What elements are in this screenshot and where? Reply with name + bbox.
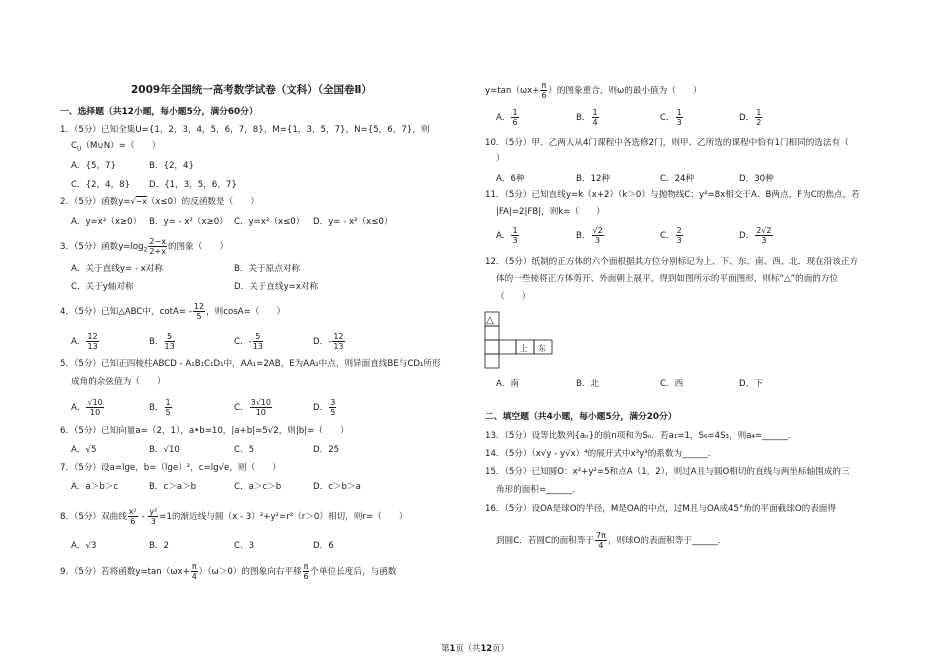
q9-c-frac — [676, 108, 683, 127]
q15-stem-2: 角形的面积=______． — [496, 485, 581, 495]
q11-a-den: 3 — [512, 236, 518, 245]
q4-option-a[interactable] — [71, 332, 100, 351]
net-east-label: 东 — [538, 344, 546, 353]
q9-stem-2 — [485, 81, 702, 100]
q9-n2: π — [303, 562, 309, 571]
q5-c-label: C． — [234, 403, 249, 413]
q12-option-d[interactable]: D．下 — [739, 379, 763, 389]
q3-option-a[interactable]: A．关于直线y= - x对称 — [71, 264, 163, 274]
q4-fraction — [193, 302, 205, 321]
q11-b-frac — [592, 226, 604, 245]
q4-c-den: 13 — [252, 342, 263, 351]
q2-text: 2．（5分）函数y= — [60, 197, 131, 207]
net-face-2 — [485, 326, 499, 340]
q9b-rest: ）的图象重合，则ω的最小值为（ ） — [548, 86, 702, 96]
q3-num: 2−x — [149, 237, 166, 246]
q4-option-d[interactable] — [313, 332, 346, 351]
q3-option-b[interactable]: B．关于原点对称 — [234, 264, 301, 274]
q9-mid: ）（ω＞0）的图象向右平移 — [198, 567, 302, 577]
q9-a-den: 6 — [512, 118, 518, 127]
q5-option-b[interactable] — [149, 398, 173, 417]
q8-option-c[interactable]: C．3 — [234, 541, 255, 551]
q9-frac-2 — [303, 562, 310, 581]
q9b-frac — [540, 81, 547, 100]
q9-b-frac — [592, 108, 599, 127]
q14-stem: 14．（5分）（x√y - y√x）⁴的展开式中x³y³的系数为______． — [485, 449, 717, 459]
q5-b-num: 1 — [165, 398, 171, 407]
q16b-text: 到圆C．若圆C的面积等于 — [496, 536, 594, 546]
q12-stem: 12．（5分）纸制的正方体的六个面根据其方位分别标记为上、下、东、南、西、北．现在沿该正方 — [485, 257, 859, 267]
q9-text: 9．（5分）若将函数y=tan（ωx+ — [60, 567, 190, 577]
q4-text: 4．（5分）已知△ABC中，cotA= - — [60, 307, 192, 317]
q4-den: 5 — [196, 312, 202, 321]
q6-option-b[interactable]: B．√10 — [149, 445, 180, 455]
sqrt-symbol: √ — [130, 197, 136, 207]
q5-a-num: √10 — [87, 398, 103, 407]
q4-option-b[interactable] — [149, 332, 176, 351]
q9-option-d[interactable] — [739, 108, 763, 127]
q6-option-c[interactable]: C．5 — [234, 445, 255, 455]
q8-rest: =1的渐近线与圆（x - 3）²+y²=r²（r＞0）相切，则r=（ ） — [159, 512, 408, 522]
q5-d-num: 3 — [330, 398, 336, 407]
q11-c-label: C． — [660, 231, 675, 241]
q16-frac — [595, 531, 607, 550]
q11-c-num: 2 — [676, 226, 682, 235]
q1-option-c[interactable]: C．{2，4，8} — [71, 180, 131, 190]
q4-a-frac — [86, 332, 98, 351]
q5-d-label: D． — [313, 403, 329, 413]
q9-c-den: 3 — [676, 118, 682, 127]
q5-stem-2: 成角的余弦值为（ ） — [71, 377, 166, 387]
q3-option-d[interactable]: D．关于直线y=x对称 — [234, 282, 319, 292]
q3-option-c[interactable]: C．关于y轴对称 — [71, 282, 134, 292]
q4-d-frac — [332, 332, 344, 351]
q9-option-a[interactable] — [496, 108, 520, 127]
net-face-5 — [499, 340, 516, 354]
q5-stem: 5．（5分）已知正四棱柱ABCD - A₁B₁C₁D₁中，AA₁=2AB，E为AA₁中点，则异面直线BE与CD₁所形 — [60, 359, 441, 369]
q11-d-den: 3 — [761, 236, 767, 245]
footer-total: 12 — [480, 643, 493, 653]
cube-net-figure — [484, 311, 556, 373]
q9-d-num: 1 — [756, 108, 762, 117]
footer-pre: 第 — [441, 643, 450, 653]
q12-option-a[interactable]: A．南 — [496, 379, 520, 389]
footer-post: 页） — [492, 643, 509, 653]
q8-n1: x² — [128, 507, 137, 516]
q9b-den: 6 — [541, 91, 547, 100]
q5-option-a[interactable] — [71, 398, 105, 417]
q2-rest: （x≤0）的反函数是（ ） — [146, 197, 259, 207]
q5-option-d[interactable] — [313, 398, 337, 417]
page-title: 2009年全国统一高考数学试卷（文科）（全国卷Ⅱ） — [131, 84, 372, 96]
q9-d1: 4 — [191, 572, 197, 581]
q9-a-num: 1 — [512, 108, 518, 117]
q11-d-num: 2√2 — [756, 226, 772, 235]
q4-a-num: 12 — [87, 332, 98, 341]
q9-a-label: A． — [496, 113, 511, 123]
q15-stem: 15．（5分）已知圆O：x²+y²=5和点A（1，2），则过A且与圆O相切的直线与两坐标轴围成的三 — [485, 467, 850, 477]
q5-a-frac — [86, 398, 103, 417]
q12-stem-3: （ ） — [496, 292, 531, 302]
q4-option-c[interactable] — [234, 332, 264, 351]
q16-stem: 16．（5分）设OA是球O的半径，M是OA的中点，过M且与OA成45°角的平面截球O的表面得 — [485, 504, 836, 514]
q8-d1: 6 — [130, 517, 136, 526]
q3-den: 2+x — [149, 247, 166, 256]
q2-option-d[interactable]: D．y= - x²（x≤0） — [313, 217, 393, 227]
q7-stem: 7．（5分）设a=lge，b=（lge）²，c=lg√e，则（ ） — [60, 463, 281, 473]
q5-d-den: 5 — [330, 408, 336, 417]
q1-option-b[interactable]: B．{2，4} — [149, 161, 194, 171]
q4-b-frac — [165, 332, 175, 351]
q8-d2: 3 — [150, 517, 156, 526]
q4-b-den: 13 — [164, 342, 175, 351]
q5-c-frac — [250, 398, 272, 417]
q10-option-b[interactable]: B．12种 — [576, 174, 611, 184]
q9-frac-1 — [191, 562, 198, 581]
q11-option-b[interactable] — [576, 226, 605, 245]
q11-b-label: B． — [576, 231, 591, 241]
q4-a-den: 13 — [87, 342, 98, 351]
q13-stem: 13．（5分）设等比数列{aₙ}的前n项和为Sₙ．若a₁=1，S₆=4S₃，则a₄=______． — [485, 431, 797, 441]
q16-den: 4 — [598, 541, 604, 550]
q9-b-label: B． — [576, 113, 591, 123]
q4-d-den: 13 — [333, 342, 344, 351]
q9-rest: 个单位长度后，与函数 — [310, 567, 397, 577]
q9-d-den: 2 — [756, 118, 762, 127]
q5-option-c[interactable] — [234, 398, 273, 417]
q16-num: 7π — [595, 531, 606, 540]
q10-stem-2: ） — [496, 154, 505, 164]
q9-c-num: 1 — [676, 108, 682, 117]
q4-a-label: A． — [71, 337, 86, 347]
q11-a-frac — [511, 226, 518, 245]
q11-stem-2: |FA|=2|FB|，则k=（ ） — [496, 207, 605, 217]
q11-b-den: 3 — [595, 236, 601, 245]
q1-sub: U — [77, 145, 82, 153]
q7-option-b[interactable]: B．c＞a＞b — [149, 482, 197, 492]
q11-option-d[interactable] — [739, 226, 774, 245]
q11-option-a[interactable] — [496, 226, 520, 245]
q8-minus: - — [138, 512, 148, 522]
q16-rest: ，则球O的表面积等于______． — [607, 536, 727, 546]
q11-stem: 11．（5分）已知直线y=k（x+2）（k＞0）与抛物线C：y²=8x相交于A、B两点，F为C的焦点，若 — [485, 190, 860, 200]
q2-option-b[interactable]: B．y= - x²（x≥0） — [149, 217, 228, 227]
net-up-label: 上 — [520, 344, 528, 353]
q5-d-frac — [329, 398, 336, 417]
q4-d-num: 12 — [333, 332, 344, 341]
q10-option-a[interactable]: A．6种 — [496, 174, 525, 184]
net-triangle-label: △ — [486, 315, 494, 326]
q3-fraction — [148, 237, 167, 256]
footer-page: 1 — [449, 643, 456, 653]
q5-b-den: 5 — [165, 408, 171, 417]
q1-rest: （M∪N）=（ ） — [81, 141, 161, 151]
q8-option-b[interactable]: B．2 — [149, 541, 169, 551]
q11-c-den: 3 — [676, 236, 682, 245]
q11-a-label: A． — [496, 231, 511, 241]
net-face-3 — [485, 340, 499, 354]
q9-c-label: C． — [660, 113, 675, 123]
q6-option-d[interactable]: D．25 — [313, 445, 340, 455]
q5-a-den: 10 — [90, 408, 101, 417]
q10-option-d[interactable]: D．30种 — [739, 174, 774, 184]
q11-option-c[interactable] — [660, 226, 684, 245]
q4-rest: ，则cosA=（ ） — [206, 307, 286, 317]
q9-a-frac — [511, 108, 518, 127]
q11-d-frac — [755, 226, 772, 245]
q9-option-b[interactable] — [576, 108, 600, 127]
q1-complement: C — [71, 141, 78, 151]
q5-c-num: 3√10 — [250, 398, 271, 407]
q1-option-d[interactable]: D．{1，3，5，6，7} — [149, 180, 237, 190]
q6-option-a[interactable]: A．√5 — [71, 445, 97, 455]
q8-stem — [60, 507, 407, 526]
q12-stem-2: 体的一些棱将正方体剪开、外面朝上展平，得到如图所示的平面图形，则标“△”的面的方位 — [496, 274, 839, 284]
q3-log-base: 2 — [143, 246, 148, 254]
q9b-num: π — [541, 81, 547, 90]
q2-option-a[interactable]: A．y=x²（x≥0） — [71, 217, 142, 227]
q2-stem — [60, 196, 259, 208]
q4-num: 12 — [193, 302, 205, 311]
q3-text: 3．（5分）函数y=log — [60, 242, 144, 252]
q1-stem: 1．（5分）已知全集U={1，2，3，4，5，6，7，8}，M={1，3，5，7}，N={5，6，7}，则 — [60, 125, 430, 135]
q8-option-d[interactable]: D．6 — [313, 541, 334, 551]
q11-a-num: 1 — [512, 226, 518, 235]
q6-stem: 6．（5分）已知向量a=（2，1），a•b=10，|a+b|=5√2，则|b|=（ ） — [60, 426, 349, 436]
q9-b-num: 1 — [592, 108, 598, 117]
q10-option-c[interactable]: C．24种 — [660, 174, 695, 184]
q9-d-label: D． — [739, 113, 755, 123]
q9-option-c[interactable] — [660, 108, 684, 127]
q9-stem — [60, 562, 396, 581]
q3-stem — [60, 237, 228, 257]
q8-n2: y² — [149, 507, 158, 516]
q4-b-num: 5 — [165, 332, 175, 342]
q4-c-frac — [253, 332, 263, 351]
q16-stem-2 — [496, 531, 726, 550]
q5-b-label: B． — [149, 403, 164, 413]
q8-text: 8．（5分）双曲线 — [60, 512, 127, 522]
q4-stem — [60, 302, 285, 321]
q8-option-a[interactable]: A．√3 — [71, 541, 97, 551]
q12-option-b[interactable]: B．北 — [576, 379, 600, 389]
q7-option-c[interactable]: C．a＞c＞b — [234, 482, 282, 492]
page-footer — [0, 642, 950, 654]
q11-c-frac — [676, 226, 683, 245]
q4-c-label: C．- — [234, 337, 252, 347]
q11-d-label: D． — [739, 231, 755, 241]
q2-option-c[interactable]: C．y=x²（x≤0） — [234, 217, 305, 227]
q8-frac-1 — [128, 507, 138, 526]
q9-b-den: 4 — [592, 118, 598, 127]
q5-a-label: A． — [71, 403, 86, 413]
q9-n1: π — [191, 562, 197, 571]
section-fill-heading: 二、填空题（共4小题，每小题5分，满分20分） — [485, 412, 677, 422]
section-choice-heading: 一、选择题（共12小题，每小题5分，满分60分） — [60, 107, 258, 117]
q9-d2: 6 — [303, 572, 309, 581]
q7-option-a[interactable]: A．a＞b＞c — [71, 482, 119, 492]
q4-d-label: D．- — [313, 337, 332, 347]
q11-b-num: √2 — [592, 226, 603, 235]
q2-radicand: −x — [135, 197, 147, 206]
q1-stem-2 — [71, 140, 160, 156]
q1-option-a[interactable]: A．{5，7} — [71, 161, 116, 171]
footer-mid: 页（共 — [455, 643, 481, 653]
q9b-text: y=tan（ωx+ — [485, 86, 540, 96]
q10-stem: 10．（5分）甲、乙两人从4门课程中各选修2门，则甲、乙所选的课程中恰有1门相同的选法有（ — [485, 138, 849, 148]
q4-b-label: B． — [149, 337, 164, 347]
q5-b-frac — [165, 398, 172, 417]
q3-rest: 的图象（ ） — [167, 242, 229, 252]
net-face-4 — [485, 354, 499, 368]
q8-frac-2 — [148, 507, 158, 526]
q7-option-d[interactable]: D．c＞b＞a — [313, 482, 361, 492]
q5-c-den: 10 — [255, 408, 266, 417]
q9-d-frac — [755, 108, 762, 127]
q4-c-num: 5 — [253, 332, 263, 342]
q12-option-c[interactable]: C．西 — [660, 379, 684, 389]
